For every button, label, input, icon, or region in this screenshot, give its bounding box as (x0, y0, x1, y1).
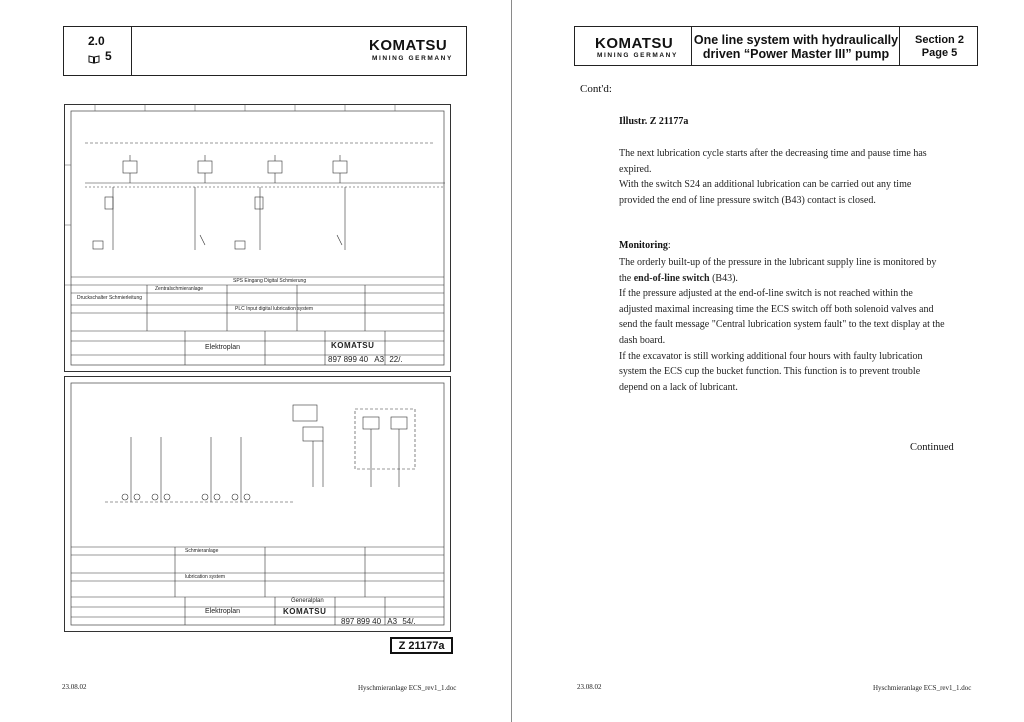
contd-label: Cont'd: (580, 83, 612, 95)
left-header (63, 26, 467, 76)
wiring-diagram-top (64, 104, 451, 372)
diagram-top-komatsu-logo: KOMATSU (331, 341, 375, 350)
left-footer-date: 23.08.02 (62, 683, 87, 691)
paragraph-lubrication-cycle: The next lubrication cycle starts after the decreasing time and pause time has expired. With the switch S24 an additional lubrication can be carried out any time provided the end of line pressure switch (B43) contact is closed. (619, 148, 927, 206)
diagram-top-label-en: Druckschalter Schmierleitung (77, 295, 143, 301)
diagram-top-doc: 897 899 40 A3 22/. (328, 355, 403, 364)
page-label: Page 5 (921, 47, 958, 59)
right-header (574, 26, 978, 66)
section-label: Section 2 (915, 34, 964, 46)
logo-subtitle-right: MINING GERMANY (597, 52, 678, 59)
diagram-top-title: SPS Eingang Digital Schmierung (233, 278, 307, 284)
illustration-label: Z 21177a (390, 637, 453, 654)
left-footer-file: Hyschmieranlage ECS_rev1_1.doc (358, 684, 457, 692)
document-title: One line system with hydraulically driven “Power Master III” pump (693, 33, 899, 61)
continued-label: Continued (910, 442, 954, 453)
diagram-bottom-plantype-2: Elektroplan (205, 608, 241, 615)
komatsu-logo-right: KOMATSU (595, 35, 674, 52)
right-footer-file: Hyschmieranlage ECS_rev1_1.doc (873, 684, 972, 692)
right-footer-date: 23.08.02 (577, 683, 602, 691)
monitoring-heading: Monitoring: (619, 240, 671, 251)
version-label: 2.0 (88, 34, 105, 48)
diagram-top-plantype: Elektroplan (205, 344, 241, 351)
diagram-bottom-komatsu-logo: KOMATSU (283, 607, 327, 616)
paragraph-monitoring: The orderly built-up of the pressure in the lubricant supply line is monitored by the end-of-line switch (B43). If the pressure adjusted at the end-of-line switch is not reached within the adjusted maximal increasing time the ECS switch off both solenoid valves and send the fault message "Central lubrication system fault" to the text display at the dash board. If the excavator is still working additional four hours with faulty lubrication system the ECS cup the bucket function. This function is to prevent trouble depend on a lack of lubricant. (619, 257, 945, 393)
page-number: 5 (105, 49, 112, 63)
diagram-top-title-en: PLC Input digital lubrication system (235, 306, 314, 312)
illustration-reference: Illustr. Z 21177a (619, 116, 689, 127)
page-divider (511, 0, 512, 722)
diagram-top-label: Zentralschmieranlage (155, 286, 204, 292)
diagram-bottom-title-en: lubrication system (185, 574, 226, 580)
logo-subtitle: MINING GERMANY (372, 55, 453, 62)
book-icon (88, 51, 100, 60)
diagram-bottom-title: Schmieranlage (185, 548, 219, 554)
komatsu-logo: KOMATSU (369, 37, 448, 54)
hydraulic-diagram-bottom (64, 376, 451, 632)
diagram-bottom-doc: 897 899 40 A3 54/. (341, 617, 416, 626)
diagram-bottom-plantype-1: Generalplan (291, 598, 324, 604)
